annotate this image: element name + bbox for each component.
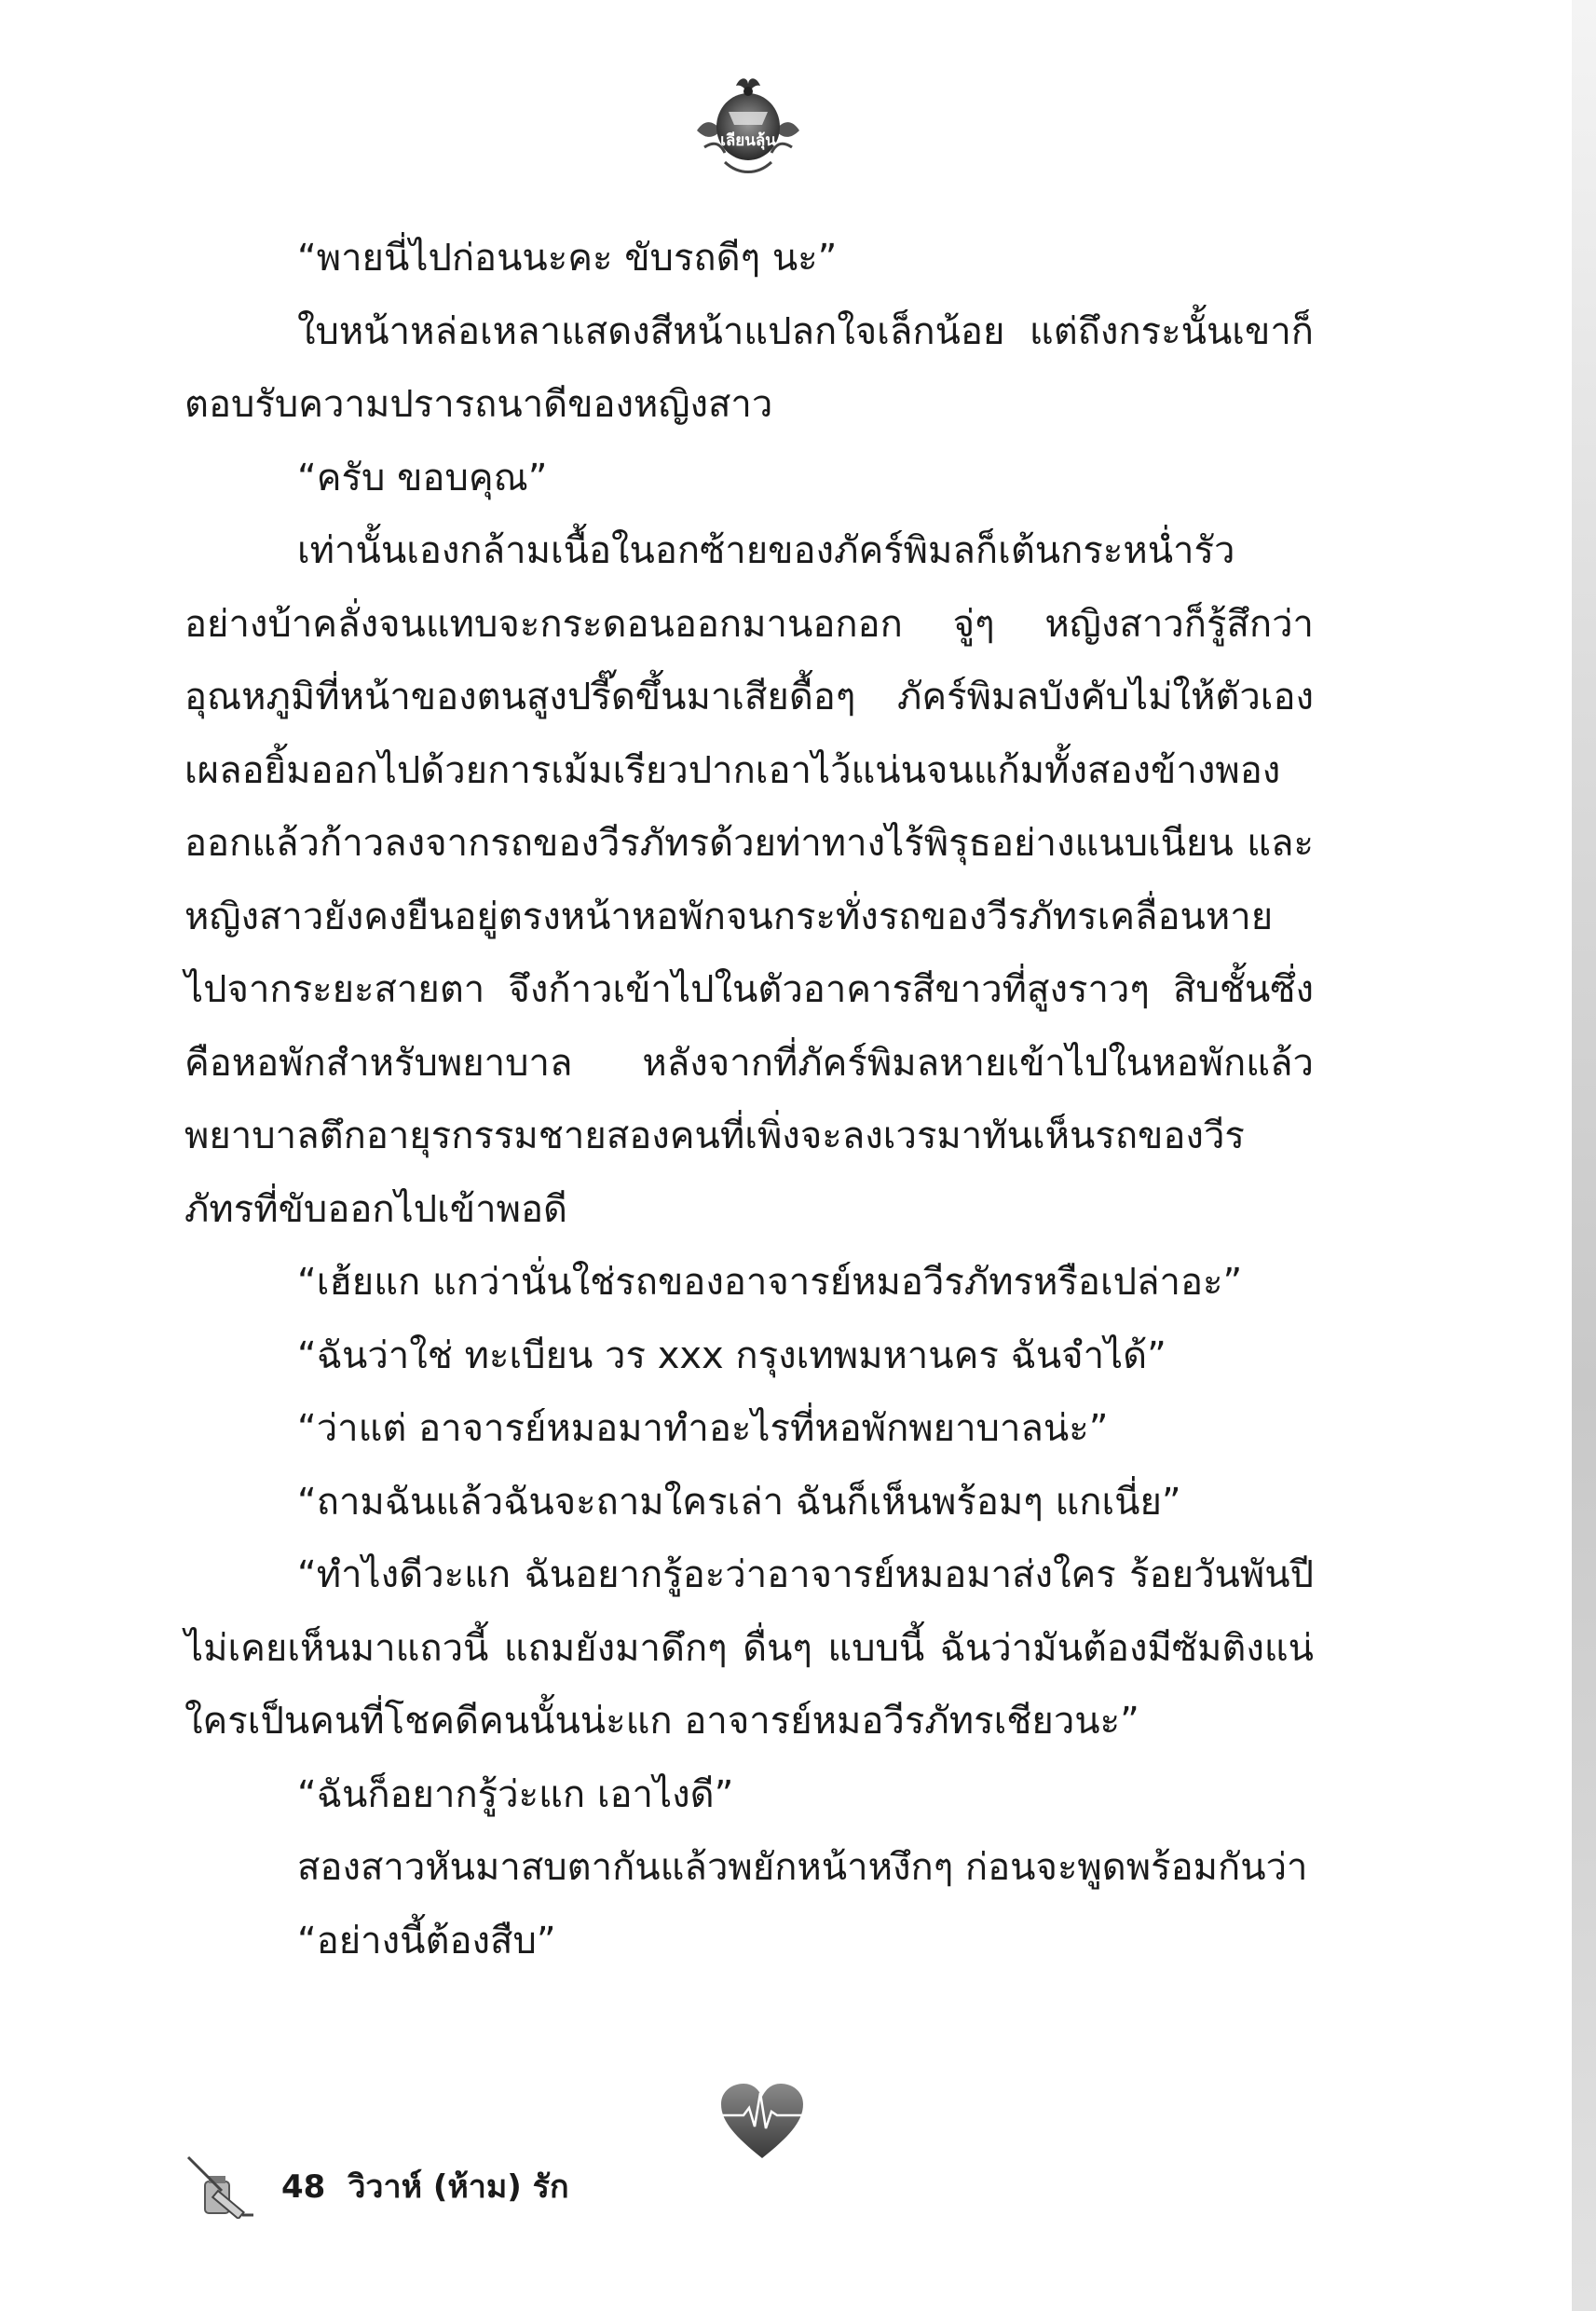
header-logo [688,65,809,186]
page-edge-strip [1572,0,1596,2311]
page-number: 48 [281,2168,326,2206]
logo-text: เลียนลุ้น [720,131,776,150]
paragraph: “ครับ ขอบคุณ” [297,456,548,499]
book-title: วิวาห์ (ห้าม) รัก [348,2168,569,2206]
body-text [184,222,1314,1977]
paragraph: “อย่างนี้ต้องสืบ” [297,1919,556,1962]
syringe-vial-icon [184,2154,259,2219]
paragraph: “ฉันก็อยากรู้ว่ะแก เอาไงดี” [297,1772,734,1816]
paragraph: สองสาวหันมาสบตากันแล้วพยักหน้าหงึกๆ ก่อนจะพูดพร้อมกันว่า [297,1846,1308,1889]
paragraph: “พายนี่ไปก่อนนะคะ ขับรถดีๆ นะ” [297,237,838,280]
heartbeat-heart-icon [716,2080,809,2160]
paragraph: ใบหน้าหล่อเหลาแสดงสีหน้าแปลกใจเล็กน้อย แต่ถึงกระนั้นเขาก็ตอบรับความปรารถนาดีของหญิงสาว [184,309,1314,426]
page-footer [184,2158,569,2214]
paragraph: “ทำไงดีวะแก ฉันอยากรู้อะว่าอาจารย์หมอมาส่งใคร ร้อยวันพันปีไม่เคยเห็นมาแถวนี้ แถมยังมาดึกๆ ดื่นๆ แบบนี้ ฉันว่ามันต้องมีซัมติงแน่ ใครเป็นคนที่โชคดีคนนั้นน่ะแก อาจารย์หมอวีรภัทรเชียวนะ” [184,1553,1314,1743]
paragraph: “ถามฉันแล้วฉันจะถามใครเล่า ฉันก็เห็นพร้อมๆ แกเนี่ย” [297,1480,1181,1524]
paragraph: “ว่าแต่ อาจารย์หมอมาทำอะไรที่หอพักพยาบาลน่ะ” [297,1407,1109,1450]
logo-emblem-icon [688,65,809,186]
paragraph: “ฉันว่าใช่ ทะเบียน วร xxx กรุงเทพมหานคร ฉันจำได้” [297,1333,1166,1377]
paragraph: “เฮ้ยแก แกว่านั่นใช่รถของอาจารย์หมอวีรภัทรหรือเปล่าอะ” [297,1261,1243,1304]
paragraph: เท่านั้นเองกล้ามเนื้อในอกซ้ายของภัคร์พิมลก็เต้นกระหน่ำรัวอย่างบ้าคลั่งจนแทบจะกระดอนออกมานอกอก จู่ๆ หญิงสาวก็รู้สึกว่าอุณหภูมิที่หน้าของตนสูงปรี๊ดขึ้นมาเสียดื้อๆ ภัคร์พิมลบังคับไม่ให้ตัวเองเผลอยิ้มออกไปด้วยการเม้มเรียวปากเอาไว้แน่นจนแก้มทั้งสองข้างพองออกแล้วก้าวลงจากรถของวีรภัทรด้วยท่าทางไร้พิรุธอย่างแนบเนียน และหญิงสาวยังคงยืนอยู่ตรงหน้าหอพักจนกระทั่งรถของวีรภัทรเคลื่อนหายไปจากระยะสายตา จึงก้าวเข้าไปในตัวอาคารสีขาวที่สูงราวๆ สิบชั้นซึ่งคือหอพักสำหรับพยาบาล หลังจากที่ภัคร์พิมลหายเข้าไปในหอพักแล้วพยาบาลตึกอายุรกรรมชายสองคนที่เพิ่งจะลงเวรมาทันเห็นรถของวีรภัทรที่ขับออกไปเข้าพอดี [184,529,1314,1231]
